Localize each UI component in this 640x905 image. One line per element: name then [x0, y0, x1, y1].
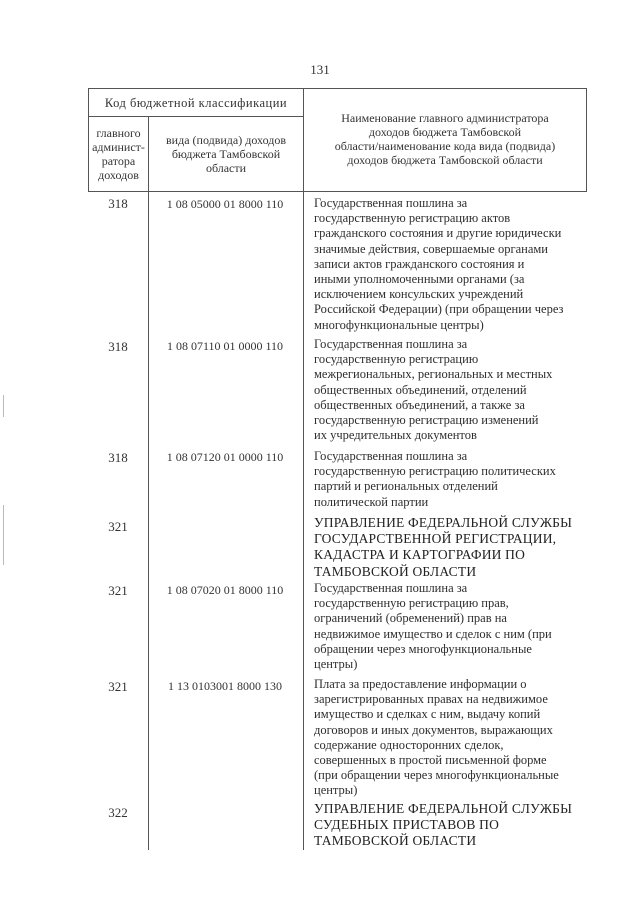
revenue-code: 1 13 0103001 8000 130 — [168, 679, 282, 693]
admin-code: 322 — [108, 805, 128, 820]
revenue-code: 1 08 07120 01 0000 110 — [166, 450, 284, 464]
name-column-header: Наименование главного администратора доходов бюджета Тамбовской области/наименование кода вида (подвида) доходов бюджета Тамбовской области — [334, 111, 556, 167]
table-top-border — [88, 88, 586, 89]
table-right-border — [586, 88, 587, 192]
page-number: 131 — [310, 62, 330, 77]
header-subdivider — [88, 116, 304, 117]
admin-column-header: главного админист- ратора доходов — [92, 126, 145, 182]
scan-artifact — [3, 505, 4, 565]
revenue-name: Государственная пошлина за государственную регистрацию прав, ограничений (обременений) прав на недвижимое имущество и сделок с ним (при обращении через многофункциональные центры) — [314, 581, 552, 672]
admin-code: 321 — [108, 583, 128, 598]
revenue-code: 1 08 07020 01 8000 110 — [166, 583, 284, 597]
col-divider-2 — [303, 88, 304, 850]
revenue-name: Государственная пошлина за государственную регистрацию политических партий и региональных отделений политической партии — [314, 449, 556, 509]
budget-code-header: Код бюджетной классификации — [104, 96, 288, 110]
revenue-column-header: вида (подвида) доходов бюджета Тамбовской области — [166, 133, 286, 175]
admin-code: 321 — [108, 679, 128, 694]
scan-artifact — [3, 395, 4, 417]
header-bottom-border — [88, 191, 586, 192]
revenue-name: Государственная пошлина за государственную регистрацию актов гражданского состояния и другие юридически значимые действия, совершаемые органами записи актов гражданского состояния и иными уполномоченными органами (за исключением консульских учреждений Российской Федерации) (при обращении через многофункциональные центры) — [314, 196, 564, 332]
revenue-name: Государственная пошлина за государственную регистрацию межрегиональных, региональных и местных общественных объединений, отделений общественных объединений, а также за государственную регистрацию изменений их учредительных документов — [314, 337, 553, 443]
revenue-code: 1 08 05000 01 8000 110 — [166, 197, 284, 211]
admin-code: 318 — [108, 196, 128, 211]
admin-code: 318 — [108, 339, 128, 354]
section-heading: УПРАВЛЕНИЕ ФЕДЕРАЛЬНОЙ СЛУЖБЫ СУДЕБНЫХ ПРИСТАВОВ ПО ТАМБОВСКОЙ ОБЛАСТИ — [314, 801, 573, 849]
revenue-name: Плата за предоставление информации о зарегистрированных правах на недвижимое имущество и сделках с ним, выдачу копий договоров и иных документов, выражающих содержание односторонних сделок, совершенных в простой письменной форме (при обращении через многофункциональные центры) — [314, 677, 559, 798]
admin-code: 318 — [108, 450, 128, 465]
admin-code: 321 — [108, 519, 128, 534]
revenue-code: 1 08 07110 01 0000 110 — [166, 339, 284, 353]
col-divider-1 — [148, 116, 149, 850]
section-heading: УПРАВЛЕНИЕ ФЕДЕРАЛЬНОЙ СЛУЖБЫ ГОСУДАРСТВЕННОЙ РЕГИСТРАЦИИ, КАДАСТРА И КАРТОГРАФИИ ПО ТАМБОВСКОЙ ОБЛАСТИ — [314, 515, 573, 579]
